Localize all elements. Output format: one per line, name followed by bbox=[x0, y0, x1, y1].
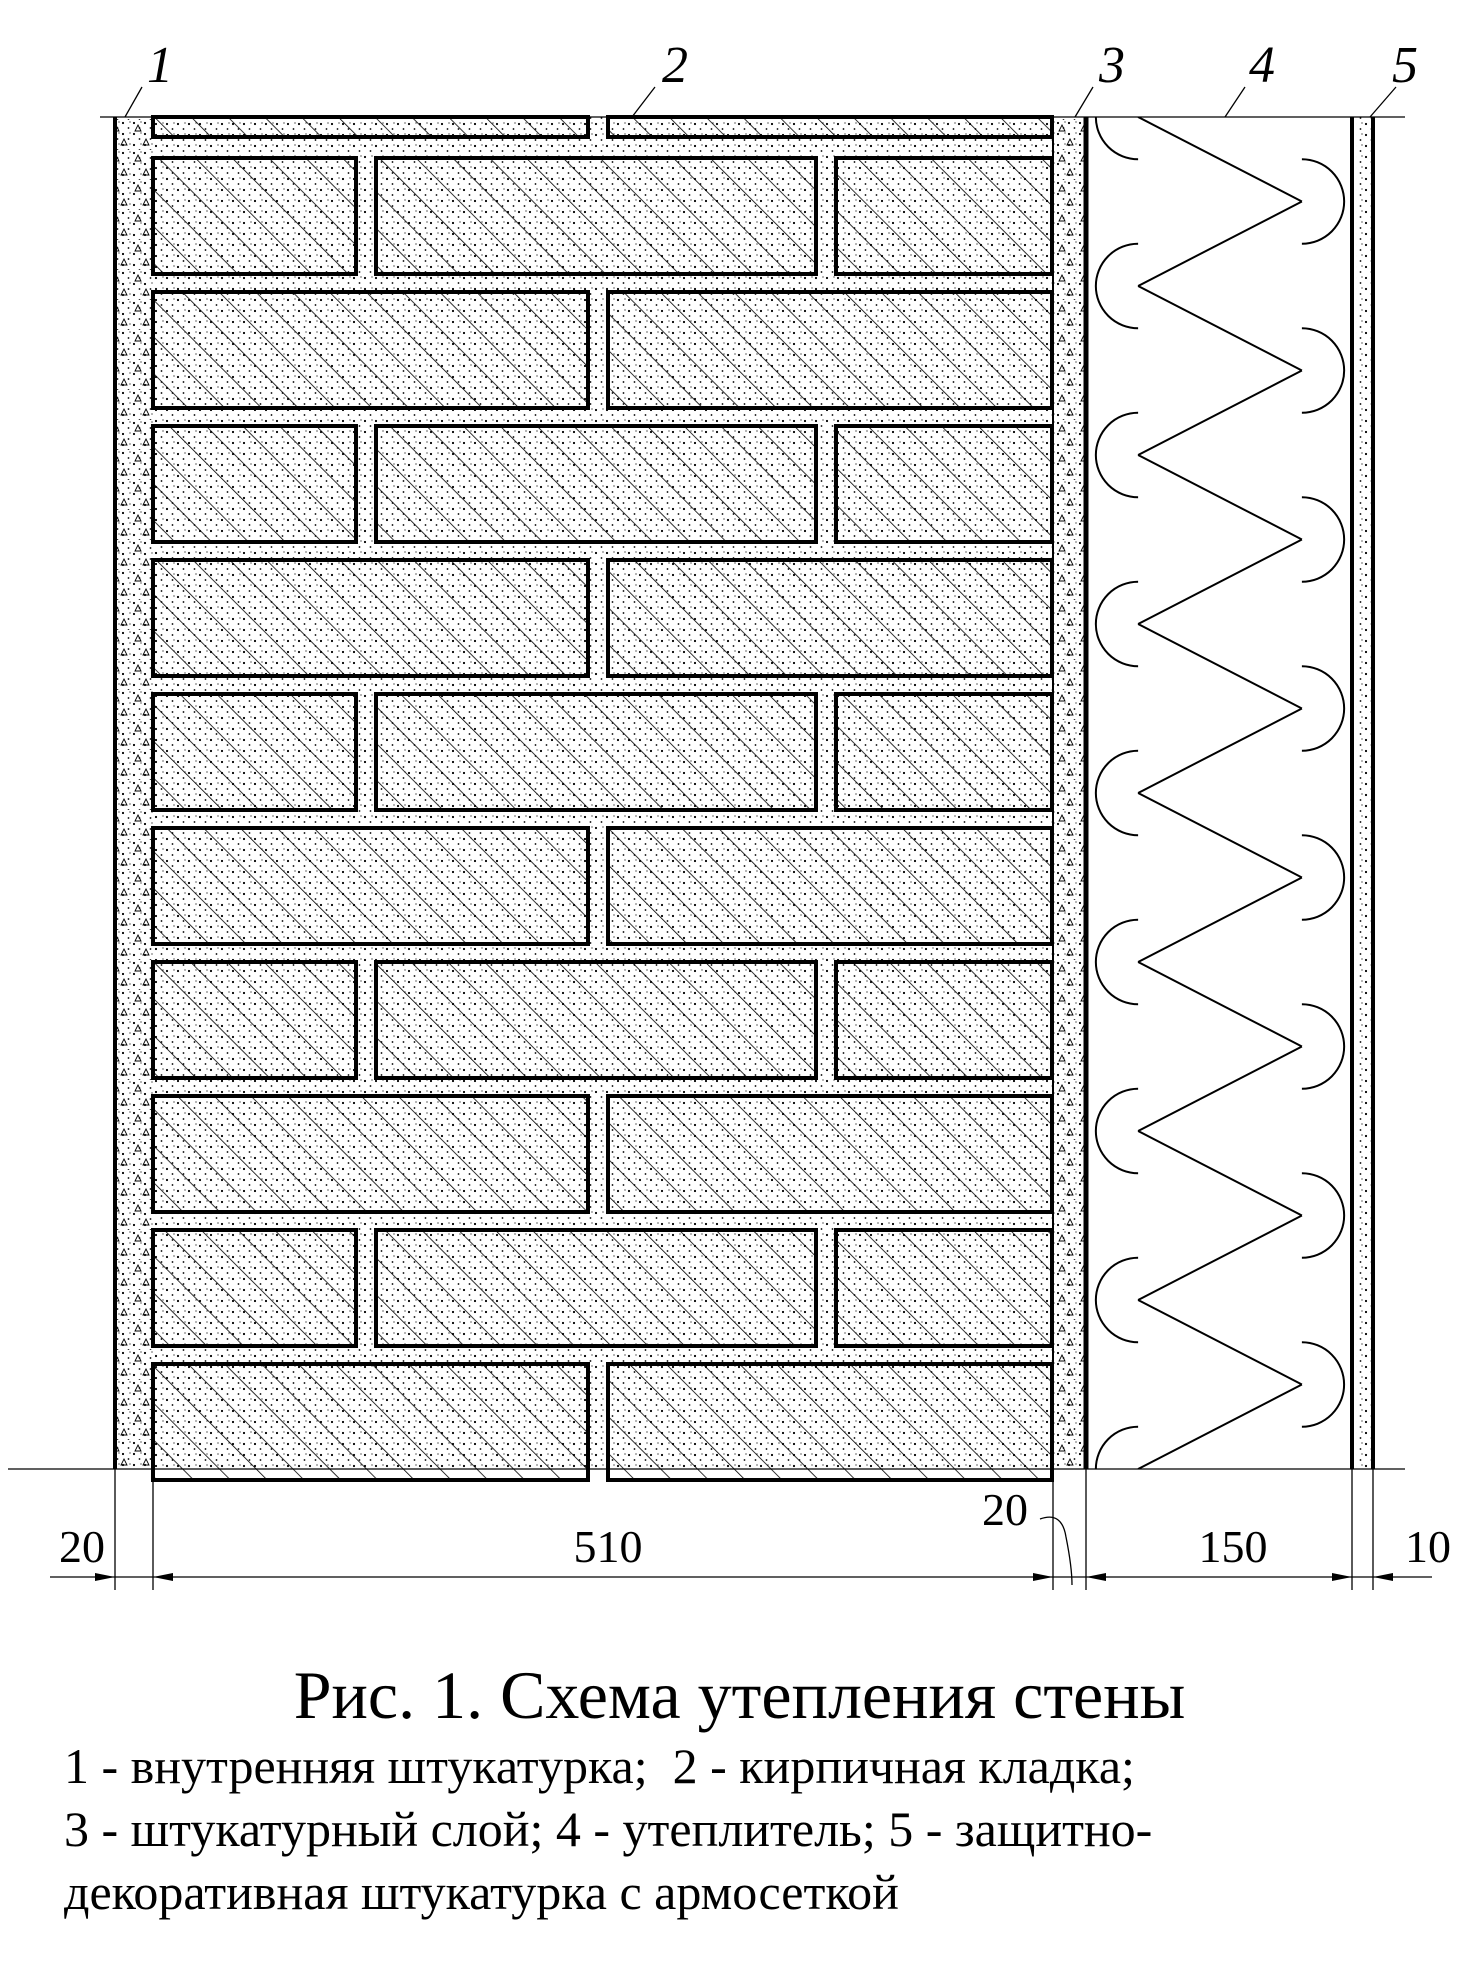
brick-4 bbox=[836, 158, 1052, 274]
dim-20-inner: 20 bbox=[59, 1521, 105, 1572]
brick-15 bbox=[153, 828, 588, 944]
brick-20 bbox=[153, 1096, 588, 1212]
arrow-150-left bbox=[1086, 1573, 1106, 1581]
decorative-plaster-layer bbox=[1356, 117, 1372, 1469]
dim-150: 150 bbox=[1198, 1521, 1268, 1572]
brick-19 bbox=[836, 962, 1052, 1078]
brick-2 bbox=[153, 158, 356, 274]
brick-23 bbox=[376, 1230, 816, 1346]
arrow-150-right bbox=[1332, 1573, 1352, 1581]
brick-16 bbox=[608, 828, 1052, 944]
figure-caption bbox=[0, 1655, 1479, 1924]
arrow-10-right bbox=[1373, 1573, 1393, 1581]
brick-21 bbox=[608, 1096, 1052, 1212]
label-3: 3 bbox=[1099, 37, 1125, 94]
brick-5 bbox=[153, 292, 588, 408]
legend-line-3: декоративная штукатурка с армосеткой bbox=[64, 1864, 899, 1920]
insulation-zigzag bbox=[1138, 117, 1302, 1469]
legend-line-1: 1 - внутренняя штукатурка; 2 - кирпичная кладка; bbox=[64, 1738, 1135, 1794]
arrow-510-right bbox=[1033, 1573, 1053, 1581]
brick-6 bbox=[608, 292, 1052, 408]
inner-plaster-layer bbox=[117, 117, 153, 1469]
brick-1 bbox=[608, 117, 1052, 137]
brick-25 bbox=[153, 1364, 588, 1480]
layer-labels bbox=[125, 37, 1418, 117]
label-1: 1 bbox=[147, 37, 173, 94]
brick-12 bbox=[153, 694, 356, 810]
label-4: 4 bbox=[1249, 37, 1275, 94]
leader-2 bbox=[632, 87, 655, 117]
brick-13 bbox=[376, 694, 816, 810]
dim-510: 510 bbox=[573, 1521, 643, 1572]
dim-10: 10 bbox=[1405, 1521, 1451, 1572]
brick-3 bbox=[376, 158, 816, 274]
label-2: 2 bbox=[662, 37, 688, 94]
plaster-layer bbox=[1053, 117, 1085, 1469]
brick-26 bbox=[608, 1364, 1052, 1480]
brick-14 bbox=[836, 694, 1052, 810]
leader-1 bbox=[125, 87, 142, 117]
figure-title: Рис. 1. Схема утепления стены bbox=[293, 1657, 1186, 1733]
brick-22 bbox=[153, 1230, 356, 1346]
insulation-layer bbox=[1096, 75, 1344, 1512]
insulation-loops bbox=[1096, 75, 1344, 1512]
brick-17 bbox=[153, 962, 356, 1078]
brick-9 bbox=[836, 426, 1052, 542]
leader-20-plaster bbox=[1040, 1517, 1072, 1585]
arrow-510-left bbox=[153, 1573, 173, 1581]
label-5: 5 bbox=[1392, 37, 1418, 94]
brick-0 bbox=[153, 117, 588, 137]
arrow-20-left bbox=[95, 1573, 115, 1581]
leader-3 bbox=[1075, 87, 1093, 117]
dim-20-plaster: 20 bbox=[982, 1484, 1028, 1535]
brick-10 bbox=[153, 560, 588, 676]
brick-18 bbox=[376, 962, 816, 1078]
brick-8 bbox=[376, 426, 816, 542]
brick-11 bbox=[608, 560, 1052, 676]
brick-7 bbox=[153, 426, 356, 542]
brick-24 bbox=[836, 1230, 1052, 1346]
leader-4 bbox=[1225, 87, 1245, 117]
legend-line-2: 3 - штукатурный слой; 4 - утеплитель; 5 - защитно- bbox=[64, 1801, 1153, 1857]
